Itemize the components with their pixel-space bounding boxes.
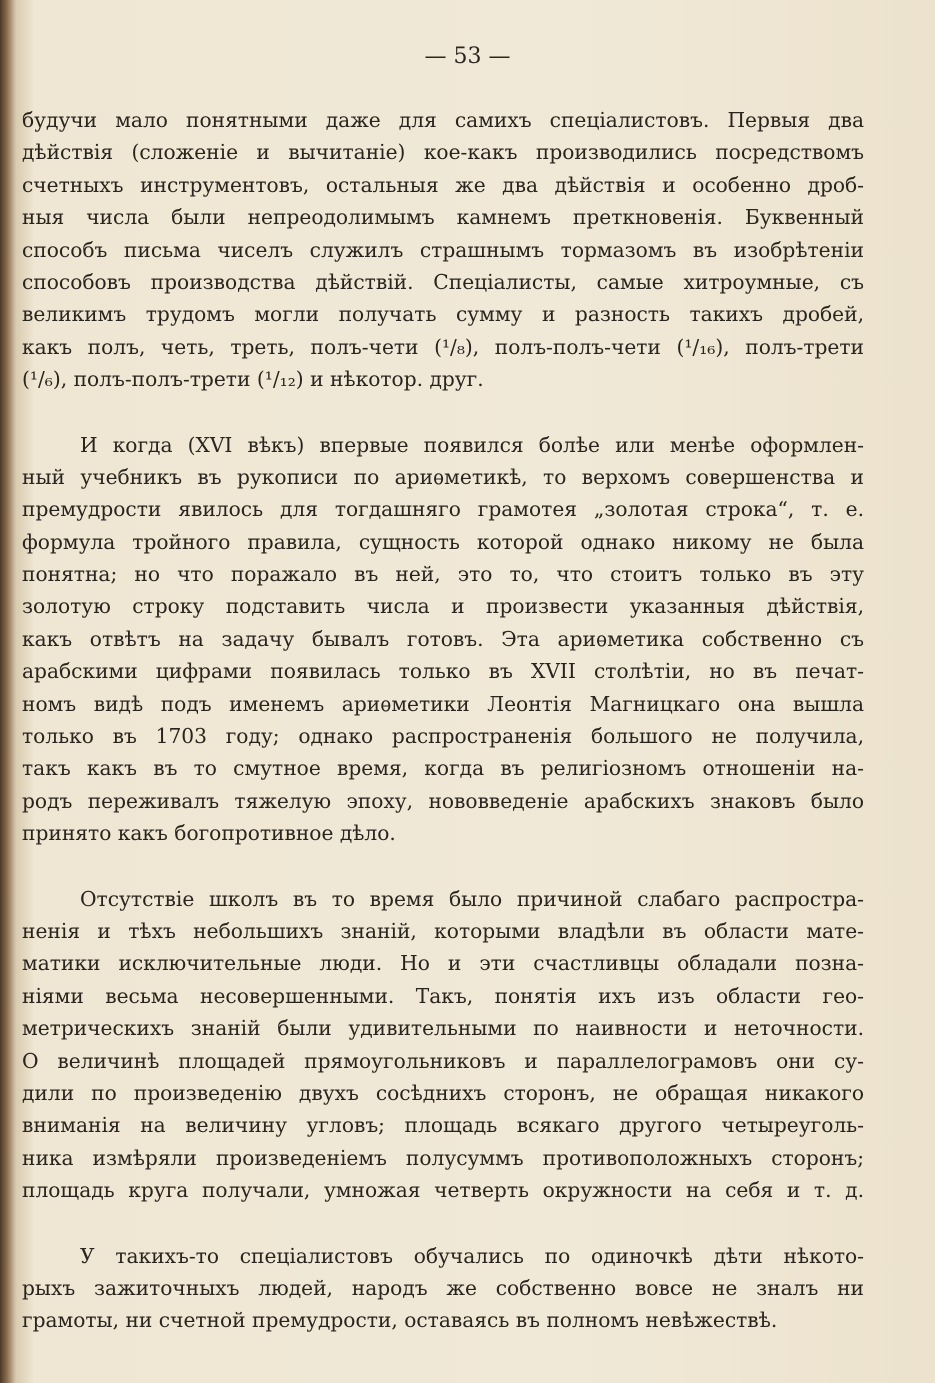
- text-line: дили по произведенію двухъ сосѣднихъ сторонъ, не обращая никакого: [22, 1080, 864, 1105]
- text-line: Отсутствіе школъ въ то время было причиной слабаго распростра-: [80, 886, 864, 911]
- text-line: номъ видѣ подъ именемъ ариѳметики Леонтія Магницкаго она вышла: [22, 691, 864, 716]
- text-line: великимъ трудомъ могли получать сумму и разность такихъ дробей,: [22, 302, 864, 327]
- paragraph-2: [22, 429, 864, 850]
- text-line: понятна; но что поражало въ ней, это то, что стоитъ только въ эту: [22, 562, 864, 587]
- text-line: И когда (XVI вѣкъ) впервые появился болѣе или менѣе оформлен-: [80, 432, 864, 457]
- text-line: ніями весьма несовершенными. Такъ, понятія ихъ изъ области гео-: [22, 983, 864, 1008]
- text-line: вниманія на величину угловъ; площадь всякаго другого четыреуголь-: [22, 1113, 864, 1138]
- text-line: золотую строку подставить числа и произвести указанныя дѣйствія,: [22, 594, 864, 619]
- page-number: — 53 —: [424, 44, 511, 69]
- text-line: будучи мало понятными даже для самихъ спеціалистовъ. Первыя два: [22, 108, 864, 132]
- text-line: метрическихъ знаній были удивительными по наивности и неточности.: [22, 1016, 864, 1041]
- text-line: ненія и тѣхъ небольшихъ знаній, которыми владѣли въ области мате-: [22, 918, 864, 943]
- text-line: грамоты, ни счетной премудрости, оставаясь въ полномъ невѣжествѣ.: [22, 1308, 778, 1333]
- text-line: только въ 1703 году; однако распространенія большого не получила,: [22, 724, 864, 749]
- text-line: какъ отвѣтъ на задачу бывалъ готовъ. Эта ариѳметика собственно съ: [22, 626, 864, 651]
- text-line: О величинѣ площадей прямоугольниковъ и параллелограмовъ они су-: [22, 1048, 864, 1073]
- text-line: У такихъ-то спеціалистовъ обучались по одиночкѣ дѣти нѣкото-: [80, 1243, 864, 1268]
- text-line: счетныхъ инструментовъ, остальныя же два дѣйствія и особенно дроб-: [22, 172, 864, 197]
- text-line: способовъ производства дѣйствій. Спеціалисты, самые хитроумные, съ: [22, 269, 864, 294]
- text-line: ный учебникъ въ рукописи по ариѳметикѣ, то верхомъ совершенства и: [22, 464, 864, 489]
- text-line: ника измѣряли произведеніемъ полусуммъ противоположныхъ сторонъ;: [22, 1145, 864, 1170]
- text-line: матики исключительные люди. Но и эти счастливцы обладали позна-: [22, 951, 864, 976]
- text-line: премудрости явилось для тогдашняго грамотея „золотая строка“, т. е.: [22, 497, 864, 522]
- paragraph-1: [22, 104, 864, 396]
- text-line: рыхъ зажиточныхъ людей, народъ же собственно вовсе не зналъ ни: [22, 1275, 864, 1300]
- text-line: формула тройного правила, сущность которой однако никому не была: [22, 529, 864, 554]
- text-line: родъ переживалъ тяжелую эпоху, нововведеніе арабскихъ знаковъ было: [22, 788, 864, 813]
- text-line: площадь круга получали, умножая четверть окружности на себя и т. д.: [22, 1178, 864, 1203]
- text-line: ныя числа были непреодолимымъ камнемъ преткновенія. Буквенный: [22, 205, 864, 230]
- text-line: принято какъ богопротивное дѣло.: [22, 821, 396, 846]
- text-line: дѣйствія (сложеніе и вычитаніе) кое-какъ производились посредствомъ: [22, 140, 864, 165]
- text-line: какъ полъ, четь, треть, полъ-чети (¹/₈), полъ-полъ-чети (¹/₁₆), полъ-трети: [22, 334, 864, 359]
- text-line: (¹/₆), полъ-полъ-трети (¹/₁₂) и нѣкотор. друг.: [22, 367, 484, 392]
- body-text: [22, 104, 864, 1337]
- text-line: арабскими цифрами появилась только въ XVII столѣтіи, но въ печат-: [22, 659, 864, 684]
- paragraph-3: [22, 883, 864, 1207]
- text-line: такъ какъ въ то смутное время, когда въ религіозномъ отношеніи на-: [22, 756, 864, 781]
- text-line: способъ письма чиселъ служилъ страшнымъ тормазомъ въ изобрѣтеніи: [22, 237, 864, 262]
- paragraph-4: [22, 1240, 864, 1337]
